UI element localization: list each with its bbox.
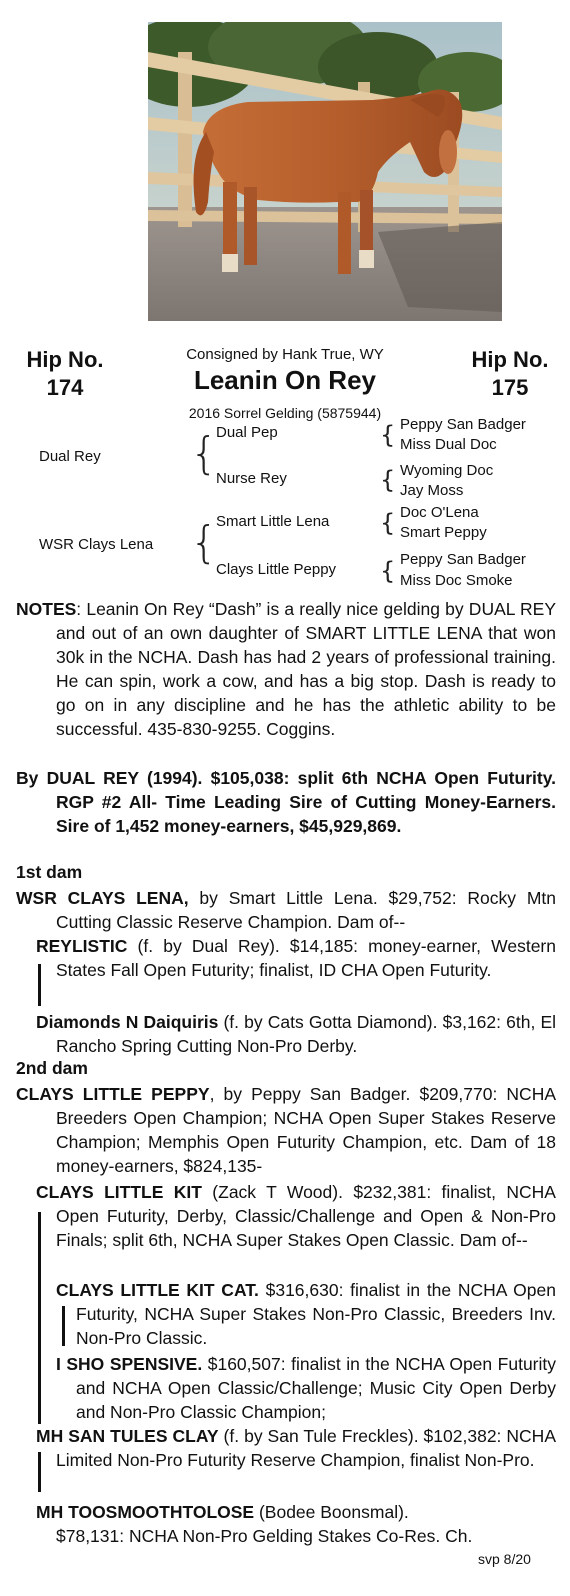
pedigree-brace: {	[190, 517, 218, 568]
hip-number: 175	[491, 375, 529, 400]
produce-name: CLAYS LITTLE KIT CAT.	[56, 1280, 259, 1300]
second-dam-entry	[16, 1082, 556, 1178]
consignor: Consigned by Hank True, WY	[186, 346, 384, 363]
produce-text: (Zack T Wood). $232,381: finalist, NCHA Open Futurity, Derby, Classic/Challenge and Open & Non-Pro Finals; split 6th, NCHA Super Stakes Open Classic. Dam of--	[56, 1182, 556, 1250]
second-dam-heading: 2nd dam	[16, 1058, 88, 1078]
footer-code: svp 8/20	[478, 1551, 531, 1567]
produce-name: CLAYS LITTLE KIT	[36, 1182, 202, 1202]
produce-entry	[36, 1424, 556, 1472]
pedigree-sire-dam: Nurse Rey	[216, 470, 287, 487]
produce-text: (f. by Cats Gotta Diamond). $3,162: 6th, El Rancho Spring Cutting Non-Pro Derby.	[56, 1012, 556, 1056]
sire-summary: By DUAL REY (1994). $105,038: split 6th NCHA Open Futurity. RGP #2 All- Time Leading Sire of Cutting Money-Earners. Sire of 1,452 money-earners, $45,929,869.	[16, 768, 556, 836]
pedigree-brace: {	[380, 557, 396, 585]
produce-name: MH SAN TULES CLAY	[36, 1426, 219, 1446]
pedigree-dam: WSR Clays Lena	[39, 536, 154, 553]
pedigree-sire-sire: Dual Pep	[216, 424, 278, 441]
produce-text: $316,630: finalist in the NCHA Open Futurity, NCHA Super Stakes Non-Pro Classic, Breeders Inv. Non-Pro Classic.	[76, 1280, 556, 1348]
pedigree-brace: {	[380, 509, 396, 537]
pedigree-dam-dam: Clays Little Peppy	[216, 561, 337, 578]
pedigree-brace: {	[190, 428, 218, 479]
pedigree-sire-dam-dam: Jay Moss	[400, 482, 464, 499]
produce-name: REYLISTIC	[36, 936, 128, 956]
produce-entry	[56, 1278, 556, 1350]
pedigree-brace: {	[380, 421, 396, 449]
produce-name: MH TOOSMOOTHTOLOSE	[36, 1502, 255, 1522]
second-dam-text: , by Peppy San Badger. $209,770: NCHA Breeders Open Champion; NCHA Open Super Stakes Reserve Champion; Memphis Open Futurity Champion, etc. Dam of 18 money-earners, $824,135-	[56, 1084, 556, 1176]
first-dam-entry	[16, 886, 556, 934]
second-dam-name: CLAYS LITTLE PEPPY	[16, 1084, 210, 1104]
hip-label: Hip No.	[26, 347, 104, 372]
produce-entry	[56, 1352, 556, 1424]
produce-entry	[36, 1500, 476, 1548]
hip-number-left	[0, 346, 130, 402]
notes-label: NOTES	[16, 599, 77, 619]
produce-text: (f. by San Tule Freckles). $102,382: NCHA Limited Non-Pro Futurity Reserve Champion, finalist Non-Pro.	[56, 1426, 556, 1470]
pedigree-dam-sire-sire: Doc O'Lena	[400, 504, 479, 521]
first-dam-text: by Smart Little Lena. $29,752: Rocky Mtn Cutting Classic Reserve Champion. Dam of--	[56, 888, 556, 932]
pedigree-sire-sire-dam: Miss Dual Doc	[400, 436, 497, 453]
horse-name: Leanin On Rey	[193, 365, 377, 395]
horse-description: 2016 Sorrel Gelding (5875944)	[188, 405, 382, 421]
pedigree-dam-sire: Smart Little Lena	[216, 513, 330, 530]
pedigree-sire: Dual Rey	[39, 448, 101, 465]
produce-text: (f. by Dual Rey). $14,185: money-earner, Western States Fall Open Futurity; finalist, ID CHA Open Futurity.	[56, 936, 556, 980]
first-dam-name: WSR CLAYS LENA,	[16, 888, 189, 908]
hip-number-right	[445, 346, 570, 402]
produce-text: (Bodee Boonsmal). $78,131: NCHA Non-Pro Gelding Stakes Co-Res. Ch.	[56, 1502, 473, 1546]
notes-text: : Leanin On Rey “Dash” is a really nice gelding by DUAL REY and out of an own daughter of SMART LITTLE LENA that won 30k in the NCHA. Dash has had 2 years of professional training. He can spin, work a cow, and has a big stop. Dash is ready to go on in any discipline and he has the athletic ability to be successful. 435-830-9255. Coggins.	[56, 599, 556, 739]
produce-entry	[36, 1180, 556, 1252]
pedigree-sire-dam-sire: Wyoming Doc	[400, 462, 494, 479]
produce-name: Diamonds N Daiquiris	[36, 1012, 219, 1032]
horse-photo	[148, 22, 502, 321]
pedigree-dam-dam-dam: Miss Doc Smoke	[400, 572, 513, 589]
produce-name: I SHO SPENSIVE.	[56, 1354, 203, 1374]
notes-paragraph	[16, 597, 556, 741]
produce-text: $160,507: finalist in the NCHA Open Futurity and NCHA Open Classic/Challenge; Music City Open Derby and Non-Pro Classic Champion;	[76, 1354, 557, 1422]
hip-label: Hip No.	[471, 347, 549, 372]
pedigree-dam-dam-sire: Peppy San Badger	[400, 551, 526, 568]
pedigree-brace: {	[380, 466, 396, 494]
pedigree-sire-sire-sire: Peppy San Badger	[400, 416, 526, 433]
produce-entry	[36, 1010, 556, 1058]
pedigree-dam-sire-dam: Smart Peppy	[400, 524, 487, 541]
first-dam-heading: 1st dam	[16, 862, 83, 882]
hip-number: 174	[46, 375, 84, 400]
produce-entry	[36, 934, 556, 982]
